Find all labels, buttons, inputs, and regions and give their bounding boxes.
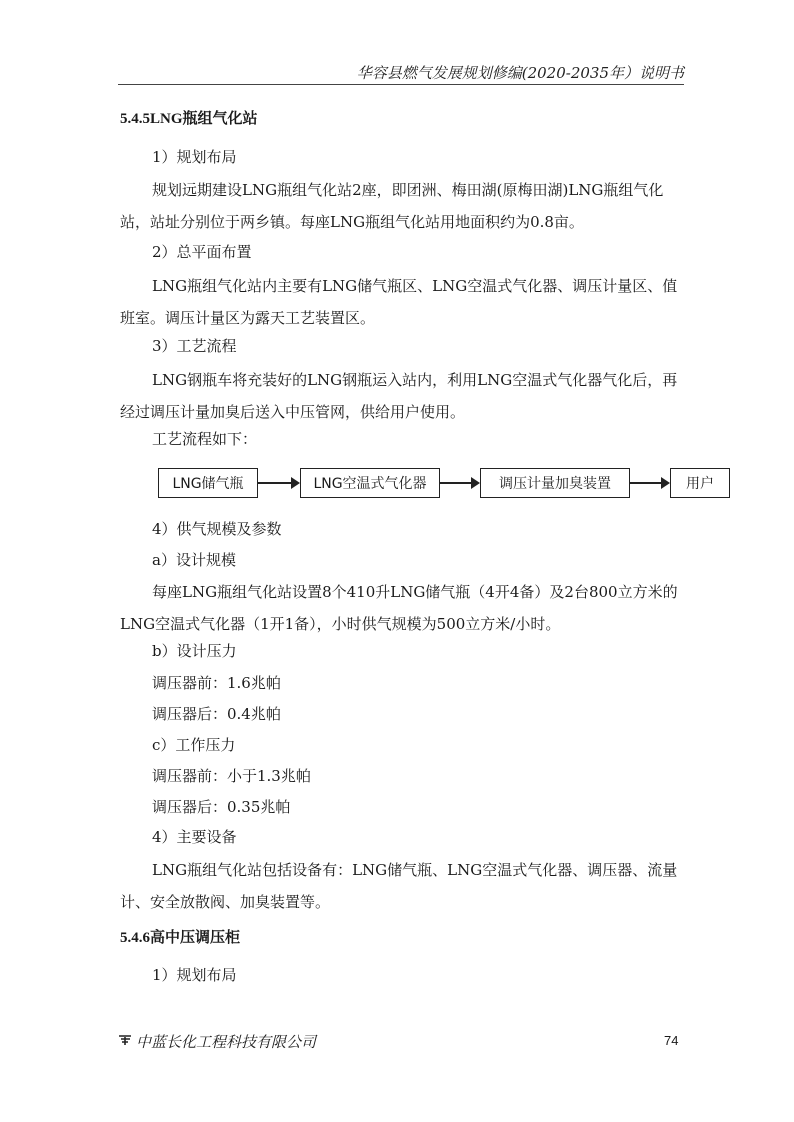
item-design-pressure: b）设计压力 — [152, 642, 237, 660]
item-main-equipment: 4）主要设备 — [152, 828, 237, 846]
document-header: 华容县燃气发展规划修编(2020-2035年）说明书 — [356, 64, 684, 82]
para-process-flow: LNG钢瓶车将充装好的LNG钢瓶运入站内，利用LNG空温式气化器气化后，再经过调压计量加臭后送入中压管网，供给用户使用。 — [120, 371, 678, 421]
flow-box-lng-cylinder: LNG储气瓶 — [158, 468, 258, 498]
design-pressure-after: 调压器后：0.4兆帕 — [152, 705, 281, 723]
company-logo-icon — [118, 1034, 132, 1046]
flow-box-vaporizer: LNG空温式气化器 — [300, 468, 440, 498]
item-working-pressure: c）工作压力 — [152, 736, 236, 754]
section-heading-545: 5.4.5LNG瓶组气化站 — [120, 111, 258, 127]
header-rule — [118, 84, 684, 85]
working-pressure-after: 调压器后：0.35兆帕 — [152, 798, 291, 816]
flow-box-regulator: 调压计量加臭装置 — [480, 468, 630, 498]
working-pressure-before: 调压器前：小于1.3兆帕 — [152, 767, 311, 785]
item-general-layout: 2）总平面布置 — [152, 243, 252, 261]
footer-company: 中蓝长化工程科技有限公司 — [136, 1033, 317, 1051]
section-heading-546: 5.4.6高中压调压柜 — [120, 930, 241, 946]
process-flow-diagram — [158, 468, 730, 502]
flow-arrow — [258, 482, 298, 484]
item-design-scale: a）设计规模 — [152, 551, 236, 569]
flow-intro: 工艺流程如下： — [152, 430, 258, 448]
para-plan-layout: 规划远期建设LNG瓶组气化站2座，即团洲、梅田湖(原梅田湖)LNG瓶组气化站，站址分别位于两乡镇。每座LNG瓶组气化站用地面积约为0.8亩。 — [120, 181, 664, 231]
item-plan-layout: 1）规划布局 — [152, 148, 237, 166]
item-supply-scale: 4）供气规模及参数 — [152, 520, 282, 538]
flow-box-user: 用户 — [670, 468, 730, 498]
design-pressure-before: 调压器前：1.6兆帕 — [152, 674, 281, 692]
para-general-layout: LNG瓶组气化站内主要有LNG储气瓶区、LNG空温式气化器、调压计量区、值班室。调压计量区为露天工艺装置区。 — [120, 277, 678, 327]
para-main-equipment: LNG瓶组气化站包括设备有：LNG储气瓶、LNG空温式气化器、调压器、流量计、安全放散阀、加臭装置等。 — [120, 861, 678, 911]
item-process-flow: 3）工艺流程 — [152, 337, 237, 355]
page-number: 74 — [664, 1033, 679, 1048]
flow-arrow — [630, 482, 668, 484]
flow-arrow — [440, 482, 478, 484]
item-plan-layout-546: 1）规划布局 — [152, 966, 237, 984]
para-design-scale: 每座LNG瓶组气化站设置8个410升LNG储气瓶（4开4备）及2台800立方米的LNG空温式气化器（1开1备），小时供气规模为500立方米/小时。 — [120, 583, 678, 633]
